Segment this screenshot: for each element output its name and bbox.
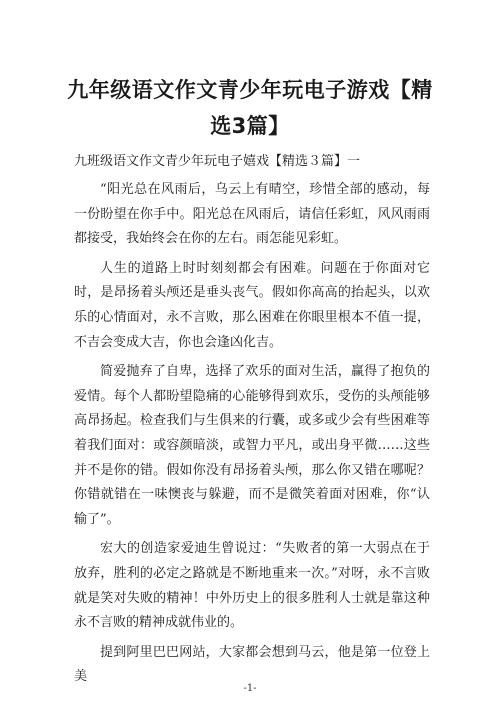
paragraph: “阳光总在风雨后，乌云上有晴空，珍惜全部的感动，每一份盼望在你手中。阳光总在风雨后，请信任彩虹，风风雨雨都接受，我始终会在你的左右。雨怎能见彩虹。	[74, 182, 430, 247]
paragraph: 宏大的创造家爱迪生曾说过：“失败者的第一大弱点在于放弃，胜利的必定之路就是不断地重来一次。”对呀，永不言败就是笑对失败的精神！中外历史上的很多胜利人士就是靠这种永不言败的精神成就伟业的。	[74, 541, 430, 631]
document-body	[74, 178, 430, 685]
paragraph: 人生的道路上时时刻刻都会有困难。问题在于你面对它时，是昂扬着头颅还是垂头丧气。假如你高高的抬起头，以欢乐的心情面对，永不言败，那么困难在你眼里根本不值一提，不吉会变成大吉，你也会逢凶化吉。	[74, 260, 430, 350]
document-title: 九年级语文作文青少年玩电子游戏【精选3篇】	[67, 78, 433, 138]
page-number: -1-	[243, 683, 257, 694]
document-subtitle: 九班级语文作文青少年玩电子嬉戏【精选３篇】一	[74, 154, 361, 169]
paragraph: 提到阿里巴巴网站，大家都会想到马云，他是第一位登上美	[74, 644, 430, 685]
paragraph: 简爱抛弃了自卑，选择了欢乐的面对生活，赢得了抱负的爱情。每个人都盼望隐痛的心能够得到欢乐，受伤的头颅能够高昂扬起。检查我们与生俱来的行囊，或多或少会有些困难等着我们面对：或容颜暗淡，或智力平凡，或出身平微……这些并不是你的错。假如你没有昂扬着头颅，那么你又错在哪呢？你错就错在一味懊丧与躲避，而不是微笑着面对困难，你“认输了”。	[74, 364, 430, 527]
